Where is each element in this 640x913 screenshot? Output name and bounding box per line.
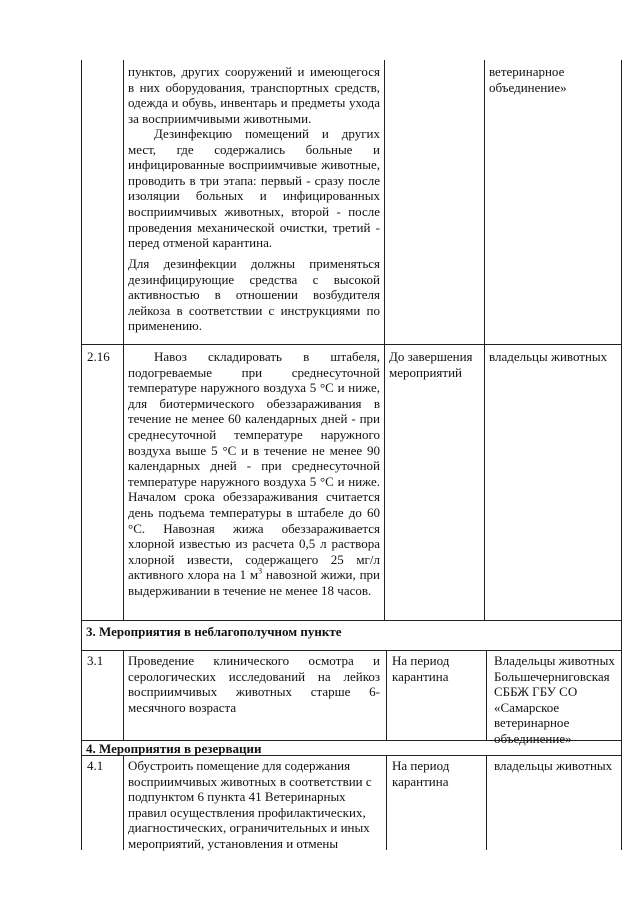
col-sep-2-upper [384, 60, 385, 620]
section-3-heading: 3. Мероприятия в неблагополучном пункте [86, 624, 342, 639]
row-31-number: 3.1 [87, 653, 104, 668]
row-41-term: На период карантина [392, 758, 450, 789]
col-sep-2-r41 [386, 755, 387, 850]
cont-responsible: ветеринарное объединение» [489, 64, 567, 95]
col-sep-3-r41 [486, 755, 487, 850]
row-216-text-main: Навоз складировать в штабеля, подогреваемые при среднесуточной температуре наружного воздуха 5 °С и ниже, для биотермического обеззараживания в течение не менее 60 календарных дней - при среднесуточной температуре наружного воздуха выше 5 °С и в течение не менее 90 календарных дней - при среднесуточной температуре наружного воздуха 5 °С и ниже. Началом срока обеззараживания считается день подъема температуры в штабеле до 60 °С. Навозная жижа обеззараживается хлорной известью из расчета 0,5 л раствора хлорной извести, содержащего 25 мг/л активного хлора на 1 м [128, 349, 380, 583]
col-sep-3-upper [484, 60, 485, 620]
row-216-text [128, 349, 380, 599]
row-41-responsible: владельцы животных [494, 758, 613, 773]
cont-text-p3: Для дезинфекции должны применяться дезинфицирующие средства с высокой активностью в отношении возбудителя лейкоза в соответствии с инструкциями по применению. [128, 256, 380, 334]
row-41-text: Обустроить помещение для содержания восприимчивых животных в соответствии с подпунктом 6 пункта 41 Ветеринарных правил осуществления профилактических, диагностических, ограничительных и иных мероприятий, установления и отмены [128, 758, 372, 851]
row-41-number: 4.1 [87, 758, 104, 773]
row-216-term: До завершения мероприятий [389, 349, 473, 380]
table-border-right [621, 60, 622, 850]
row-216-number: 2.16 [87, 349, 110, 364]
row-sep-section3-top [81, 620, 622, 621]
row-31-text: Проведение клинического осмотра и серологических исследований на лейкоз восприимчивых животных старше 6-месячного возраста [128, 653, 380, 715]
section-4-heading: 4. Мероприятия в резервации [86, 741, 262, 756]
col-sep-1-r31 [123, 650, 124, 740]
col-sep-1-upper [123, 60, 124, 620]
col-sep-2-r31 [386, 650, 387, 740]
table-border-left [81, 60, 82, 850]
row-216-text-tail: навозной жижи, при выдерживании в течение не менее 18 часов. [128, 567, 380, 598]
row-31-responsible: Владельцы животных Большечерниговская СББЖ ГБУ СО «Самарское ветеринарное объединение» [494, 653, 615, 746]
row-216-responsible: владельцы животных [489, 349, 608, 364]
row-216-sup: 3 [258, 566, 263, 576]
row-sep-31-top [81, 650, 622, 651]
col-sep-3-r31 [486, 650, 487, 740]
row-31-term: На период карантина [392, 653, 450, 684]
cont-text-p1: пунктов, других сооружений и имеющегося в них оборудования, транспортных средств, одежда и обувь, инвентарь и предметы ухода за восприимчивыми животными. [128, 64, 380, 126]
col-sep-1-r41 [123, 755, 124, 850]
cont-text-p2: Дезинфекцию помещений и других мест, где содержались больные и инфицированные восприимчивые животные, проводить в три этапа: первый - сразу после изоляции больных и инфицированных восприимчивых животных, второй - после проведения механической очистки, третий - перед отменой карантина. [128, 126, 380, 251]
row-sep-216-top [81, 344, 622, 345]
